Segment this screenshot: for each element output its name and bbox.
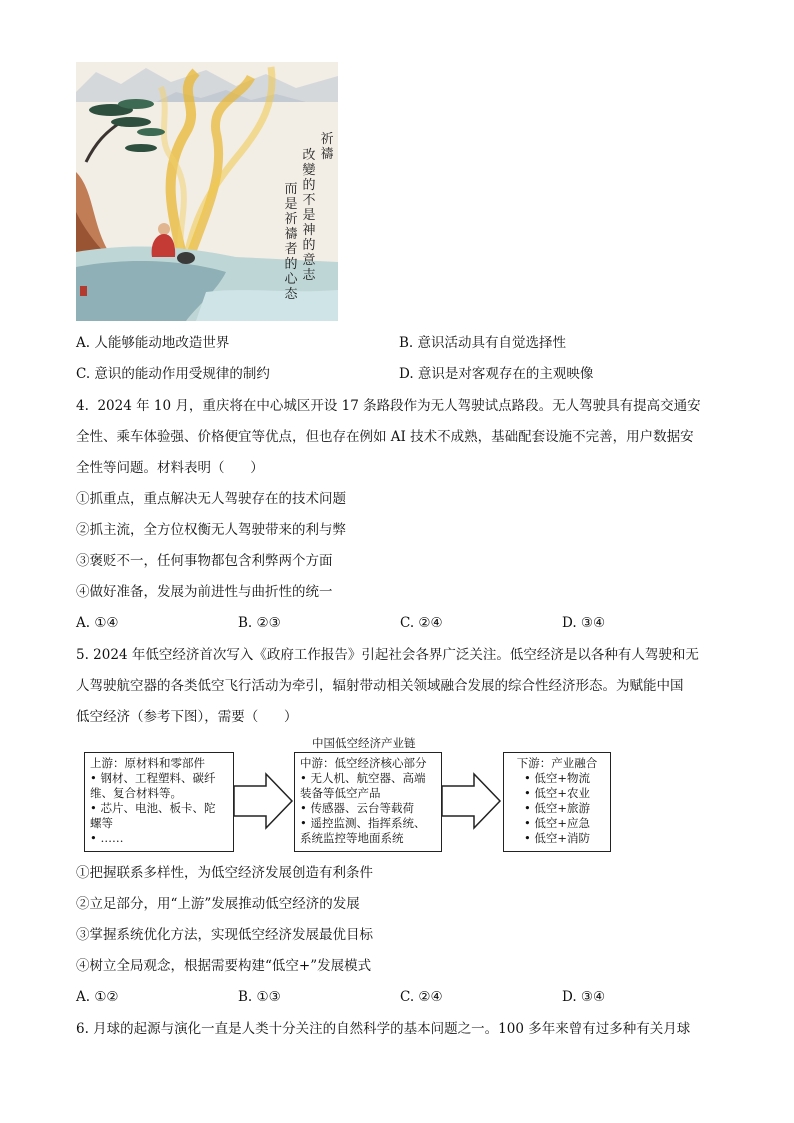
poem-column-3: 而 是 祈 禱 者 的 心 态 xyxy=(284,182,298,302)
midstream-box: 中游：低空经济核心部分 • 无人机、航空器、高端 装备等低空产品 • 传感器、云台等载荷 • 遥控监测、指挥系统、 系统监控等地面系统 xyxy=(294,752,442,852)
q6-stem-line-1: 6. 月球的起源与演化一直是人类十分关注的自然科学的基本问题之一。100 多年来曾有过多种有关月球 xyxy=(76,1021,691,1037)
q4-option-d[interactable]: D. ③④ xyxy=(562,615,606,631)
q5-statement-3: ③掌握系统优化方法，实现低空经济发展最优目标 xyxy=(76,927,373,943)
q4-option-a[interactable]: A. ①④ xyxy=(76,615,119,631)
q3-option-c[interactable]: C. 意识的能动作用受规律的制约 xyxy=(76,366,270,382)
q5-option-a[interactable]: A. ①② xyxy=(76,989,119,1005)
q4-statement-3: ③褒贬不一，任何事物都包含利弊两个方面 xyxy=(76,553,333,569)
q5-option-d[interactable]: D. ③④ xyxy=(562,989,606,1005)
q4-stem-line-1: 4. 2024 年 10 月，重庆将在中心城区开设 17 条路段作为无人驾驶试点路段。无人驾驶具有提高交通安 xyxy=(76,398,701,414)
q5-option-c[interactable]: C. ②④ xyxy=(400,989,443,1005)
q5-statement-1: ①把握联系多样性，为低空经济发展创造有利条件 xyxy=(76,865,373,881)
ink-painting xyxy=(76,62,338,321)
q4-statement-2: ②抓主流，全方位权衡无人驾驶带来的利与弊 xyxy=(76,522,346,538)
figure-title: 中国低空经济产业链 xyxy=(312,736,416,750)
q3-option-d[interactable]: D. 意识是对客观存在的主观映像 xyxy=(399,366,594,382)
arrow-right-icon xyxy=(232,772,294,830)
q5-statement-2: ②立足部分，用“上游”发展推动低空经济的发展 xyxy=(76,896,360,912)
q3-option-b[interactable]: B. 意识活动具有自觉选择性 xyxy=(399,335,567,351)
q5-option-b[interactable]: B. ①③ xyxy=(238,989,281,1005)
poem-column-2: 改 變 的 不 是 神 的 意 志 xyxy=(302,148,316,283)
q5-stem-line-3: 低空经济（参考下图），需要（ ） xyxy=(76,709,298,725)
q4-statement-4: ④做好准备，发展为前进性与曲折性的统一 xyxy=(76,584,333,600)
q4-statement-1: ①抓重点，重点解决无人驾驶存在的技术问题 xyxy=(76,491,346,507)
poem-column-1: 祈 禱 xyxy=(320,132,334,162)
q4-stem-line-2: 全性、乘车体验强、价格便宜等优点，但也存在例如 AI 技术不成熟，基础配套设施不完善，用户数据安 xyxy=(76,429,694,445)
q4-option-b[interactable]: B. ②③ xyxy=(238,615,281,631)
q4-stem-line-3: 全性等问题。材料表明（ ） xyxy=(76,460,264,476)
q5-statement-4: ④树立全局观念，根据需要构建“低空+”发展模式 xyxy=(76,958,372,974)
q4-option-c[interactable]: C. ②④ xyxy=(400,615,443,631)
q5-stem-line-1: 5. 2024 年低空经济首次写入《政府工作报告》引起社会各界广泛关注。低空经济是以各种有人驾驶和无 xyxy=(76,647,699,663)
downstream-box: 下游：产业融合 • 低空+物流 • 低空+农业 • 低空+旅游 • 低空+应急 • 低空+消防 xyxy=(503,752,611,852)
q3-option-a[interactable]: A. 人能够能动地改造世界 xyxy=(76,335,230,351)
arrow-right-icon xyxy=(440,772,502,830)
upstream-box: 上游：原材料和零部件 • 钢材、工程塑料、碳纤 维、复合材料等。 • 芯片、电池、板卡、陀 螺等 • …… xyxy=(84,752,234,852)
q5-stem-line-2: 人驾驶航空器的各类低空飞行活动为牵引，辐射带动相关领域融合发展的综合性经济形态。为赋能中国 xyxy=(76,678,684,694)
